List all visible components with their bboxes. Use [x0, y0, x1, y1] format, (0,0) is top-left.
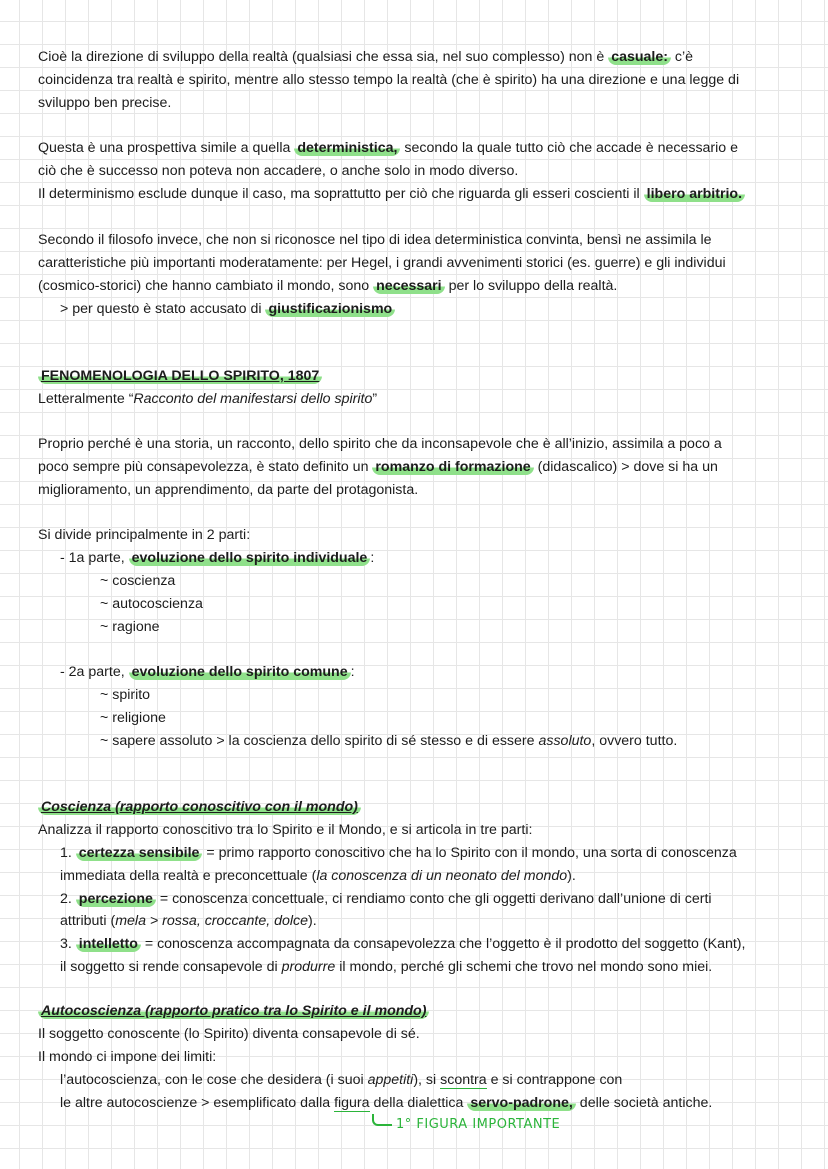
italic-text: appetiti [367, 1072, 414, 1088]
text: e si contrappone con [486, 1072, 623, 1088]
text: = primo rapporto conoscitivo che ha lo Spirito con il mondo, una sorta di conoscenza [202, 845, 737, 861]
highlight: evoluzione dello spirito individuale [129, 550, 371, 566]
text-line [60, 866, 576, 886]
list-item [60, 889, 712, 909]
text: = conoscenza concettuale, ci rendiamo conto che gli oggetti derivano dall’unione di certi [155, 891, 712, 907]
text: Letteralmente “ [38, 391, 134, 407]
italic-text: assoluto [538, 733, 592, 749]
text: le altre autocoscienze > esemplificato dalla [60, 1095, 335, 1111]
text: ), si [413, 1072, 441, 1088]
text-line: sviluppo ben precise. [38, 95, 172, 111]
section-title [38, 797, 361, 817]
text: , ovvero tutto. [591, 733, 678, 749]
section-subtitle [38, 389, 377, 409]
text: ” [372, 391, 378, 407]
text: : [350, 664, 355, 680]
section-title [38, 1001, 429, 1021]
sub-list-item: ~ religione [100, 710, 166, 726]
text: : [370, 550, 375, 566]
arrow-icon [372, 1114, 392, 1126]
text-line [60, 911, 317, 931]
text: c’è [670, 49, 694, 65]
text-line: caratteristiche più importanti moderatamente: per Hegel, i grandi avvenimenti storici (es. guerre) e gli individui [38, 255, 726, 271]
text: secondo la quale tutto ciò che accade è necessario e [400, 140, 739, 156]
text: ). [567, 868, 576, 884]
sub-list-item: ~ spirito [100, 687, 151, 703]
sub-list-item: ~ ragione [100, 619, 160, 635]
highlight: romanzo di formazione [372, 459, 533, 475]
text: 3. [60, 936, 76, 952]
text: per lo sviluppo della realtà. [444, 278, 618, 294]
text-line [38, 138, 738, 158]
text: > per questo è stato accusato di [60, 301, 266, 317]
text: - 2a parte, [60, 664, 129, 680]
text: ~ sapere assoluto > la coscienza dello spirito di sé stesso e di essere [100, 733, 539, 749]
text-line [38, 184, 745, 204]
section-title [38, 366, 322, 386]
text: attributi ( [60, 913, 116, 929]
text: - 1a parte, [60, 550, 129, 566]
underlined-text: scontra [440, 1072, 487, 1088]
list-item [60, 548, 374, 568]
text-line: Proprio perché è una storia, un racconto, dello spirito che da inconsapevole che è all’inizio, assimila a poco a [38, 436, 722, 452]
text: delle società antiche. [575, 1095, 713, 1111]
text: (cosmico-storici) che hanno cambiato il mondo, sono [38, 278, 374, 294]
text-line [60, 299, 395, 319]
section-heading: FENOMENOLOGIA DELLO SPIRITO, 1807 [38, 368, 322, 384]
highlight: intelletto [76, 936, 141, 952]
text: l’autocoscienza, con le cose che desidera (i suoi [60, 1072, 368, 1088]
text-line [60, 957, 712, 977]
handwritten-note [372, 1114, 560, 1132]
text: Questa è una prospettiva simile a quella [38, 140, 295, 156]
text-line [38, 457, 718, 477]
italic-text: mela > rossa, croccante, dolce [115, 913, 309, 929]
text: 2. [60, 891, 76, 907]
text: (didascalico) > dove si ha un [533, 459, 718, 475]
highlight: libero arbitrio. [644, 186, 745, 202]
text: il mondo, perché gli schemi che trovo nel mondo sono miei. [335, 959, 713, 975]
text: Cioè la direzione di sviluppo della realtà (qualsiasi che essa sia, nel suo complesso) non è [38, 49, 609, 65]
highlight: servo-padrone, [467, 1095, 576, 1111]
text-line: miglioramento, un apprendimento, da parte del protagonista. [38, 482, 419, 498]
text-line [60, 1093, 712, 1113]
section-heading: Autocoscienza (rapporto pratico tra lo Spirito e il mondo) [38, 1003, 429, 1019]
sub-list-item: ~ autocoscienza [100, 596, 203, 612]
text: 1. [60, 845, 76, 861]
italic-text: Racconto del manifestarsi dello spirito [133, 391, 373, 407]
text-line: Secondo il filosofo invece, che non si riconosce nel tipo di idea deterministica convinta, bensì ne assimila le [38, 232, 712, 248]
highlight: casuale: [608, 49, 671, 65]
highlight: giustificazionismo [265, 301, 395, 317]
list-item [60, 843, 737, 863]
section-heading: Coscienza (rapporto conoscitivo con il mondo) [38, 799, 361, 815]
text-line [38, 276, 617, 296]
italic-text: la conoscenza di un neonato del mondo [316, 868, 568, 884]
highlight: deterministica, [294, 140, 400, 156]
text: il soggetto si rende consapevole di [60, 959, 282, 975]
highlight: percezione [76, 891, 156, 907]
text-line: ciò che è successo non poteva non accadere, o anche solo in modo diverso. [38, 163, 519, 179]
highlight: certezza sensibile [76, 845, 203, 861]
highlight: evoluzione dello spirito comune [129, 664, 351, 680]
list-item [60, 662, 355, 682]
text: immediata della realtà e preconcettuale ( [60, 868, 317, 884]
text-line: coincidenza tra realtà e spirito, mentre allo stesso tempo la realtà (che è spirito) ha una direzione e una legge di [38, 72, 740, 88]
highlight: necessari [373, 278, 444, 294]
text: poco sempre più consapevolezza, è stato definito un [38, 459, 373, 475]
text-line: Si divide principalmente in 2 parti: [38, 527, 251, 543]
text: Il determinismo esclude dunque il caso, ma soprattutto per ciò che riguarda gli esseri coscienti il [38, 186, 644, 202]
sub-list-item [100, 731, 677, 751]
text-line: Analizza il rapporto conoscitivo tra lo Spirito e il Mondo, e si articola in tre parti: [38, 822, 533, 838]
text-line [60, 1070, 622, 1090]
sub-list-item: ~ coscienza [100, 573, 176, 589]
text: ). [308, 913, 317, 929]
text-line: Il soggetto conoscente (lo Spirito) diventa consapevole di sé. [38, 1026, 420, 1042]
underlined-text: figura [334, 1095, 370, 1111]
note-text: 1° FIGURA IMPORTANTE [396, 1117, 561, 1132]
italic-text: produrre [281, 959, 336, 975]
text: della dialettica [369, 1095, 468, 1111]
list-item [60, 934, 745, 954]
text: = conoscenza accompagnata da consapevolezza che l’oggetto è il prodotto del soggetto (Kant), [140, 936, 746, 952]
text-line [38, 47, 693, 67]
text-line: Il mondo ci impone dei limiti: [38, 1049, 217, 1065]
